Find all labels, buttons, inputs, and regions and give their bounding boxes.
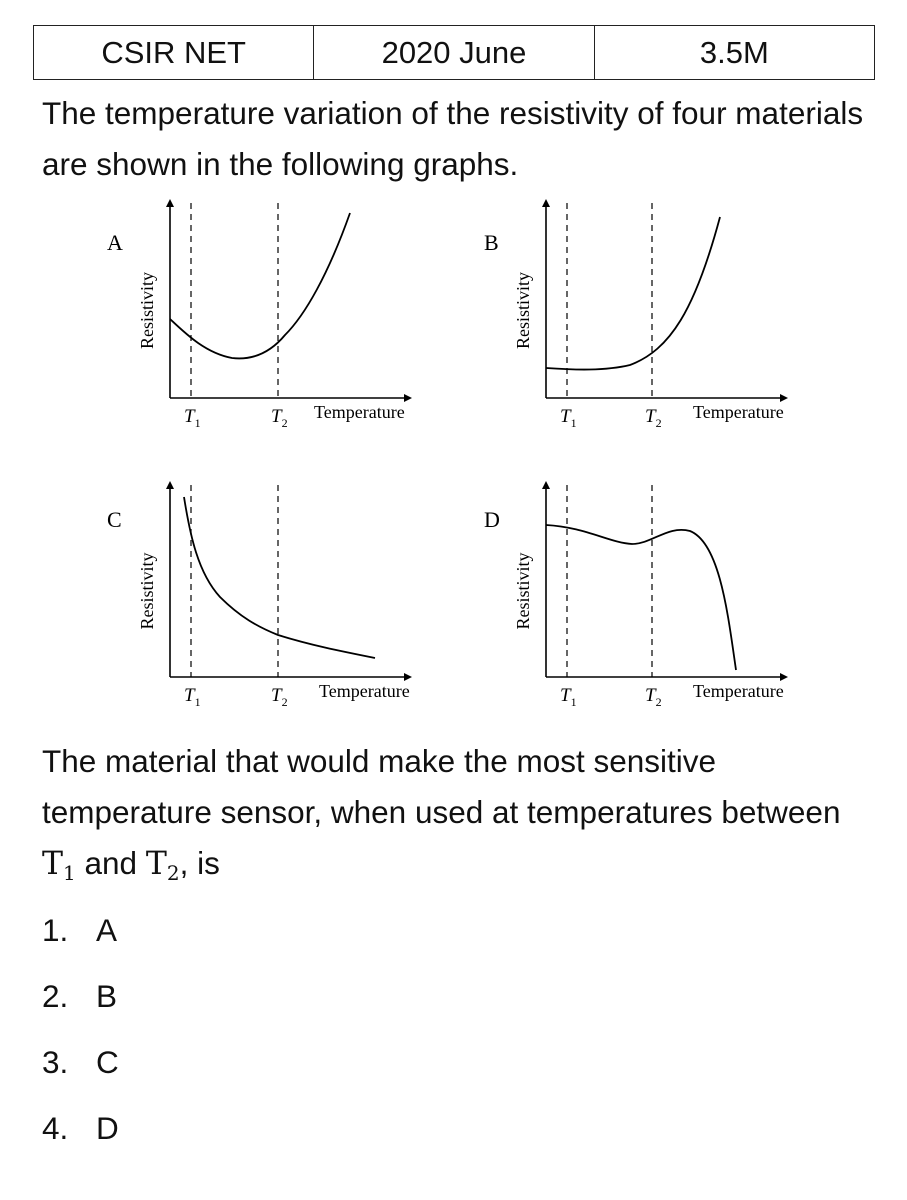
question-text-after: , is — [179, 845, 220, 881]
t1-symbol: T — [42, 846, 64, 882]
panel-a-tick-t2: $T_2$ — [271, 406, 288, 430]
t2-subscript: 2 — [166, 861, 180, 885]
panel-c-tick-t2: $T_2$ — [271, 685, 288, 709]
answer-options — [42, 900, 119, 1164]
option-label: D — [96, 1110, 119, 1146]
panel-a-xlabel: Temperature — [314, 402, 405, 422]
panel-b-tick-t1: $T_1$ — [560, 406, 577, 430]
option-3[interactable] — [42, 1032, 119, 1098]
panel-b-ylabel: Resistivity — [513, 271, 533, 350]
question-text-before: The material that would make the most sensitive temperature sensor, when used at temperatures between — [42, 743, 841, 830]
panel-c-tick-t1: $T_1$ — [184, 685, 201, 709]
exam-info-table — [33, 25, 875, 80]
panel-d-curve — [546, 525, 736, 670]
exam-name-cell: CSIR NET — [34, 26, 314, 80]
panel-d-label: D — [484, 507, 500, 532]
panel-b-xlabel: Temperature — [693, 402, 784, 422]
t2-symbol: T — [145, 846, 167, 882]
intro-text: The temperature variation of the resistivity of four materials are shown in the following graphs. — [42, 95, 864, 182]
panel-b-tick-t2: $T_2$ — [645, 406, 662, 430]
marks-cell: 3.5M — [594, 26, 874, 80]
option-label: A — [96, 912, 118, 948]
panel-c-ylabel: Resistivity — [137, 552, 157, 630]
option-label: B — [96, 978, 118, 1014]
question-text-mid: and — [75, 845, 146, 881]
panel-c-label: C — [107, 507, 122, 532]
panel-c-curve — [184, 497, 375, 658]
option-4[interactable] — [42, 1098, 119, 1164]
panel-d-tick-t2: $T_2$ — [645, 685, 662, 709]
option-number: 4. — [42, 1110, 69, 1146]
panel-a-label: A — [107, 230, 123, 255]
option-label: C — [96, 1044, 119, 1080]
panel-d-ylabel: Resistivity — [513, 552, 533, 630]
option-1[interactable] — [42, 900, 119, 966]
option-number: 2. — [42, 978, 69, 1014]
panel-d-xlabel: Temperature — [693, 681, 784, 701]
panel-b-label: B — [484, 230, 499, 255]
resistivity-graphs — [0, 195, 907, 725]
option-number: 1. — [42, 912, 69, 948]
question-text — [42, 736, 882, 893]
panel-a-curve — [170, 213, 350, 358]
panel-c-xlabel: Temperature — [319, 681, 410, 701]
option-number: 3. — [42, 1044, 69, 1080]
panel-d-tick-t1: $T_1$ — [560, 685, 577, 709]
exam-session-cell: 2020 June — [314, 26, 594, 80]
panel-b-curve — [546, 217, 720, 370]
option-2[interactable] — [42, 966, 119, 1032]
t1-subscript: 1 — [63, 861, 76, 885]
panel-a-ylabel: Resistivity — [137, 271, 157, 350]
panel-a-tick-t1: $T_1$ — [184, 406, 201, 430]
